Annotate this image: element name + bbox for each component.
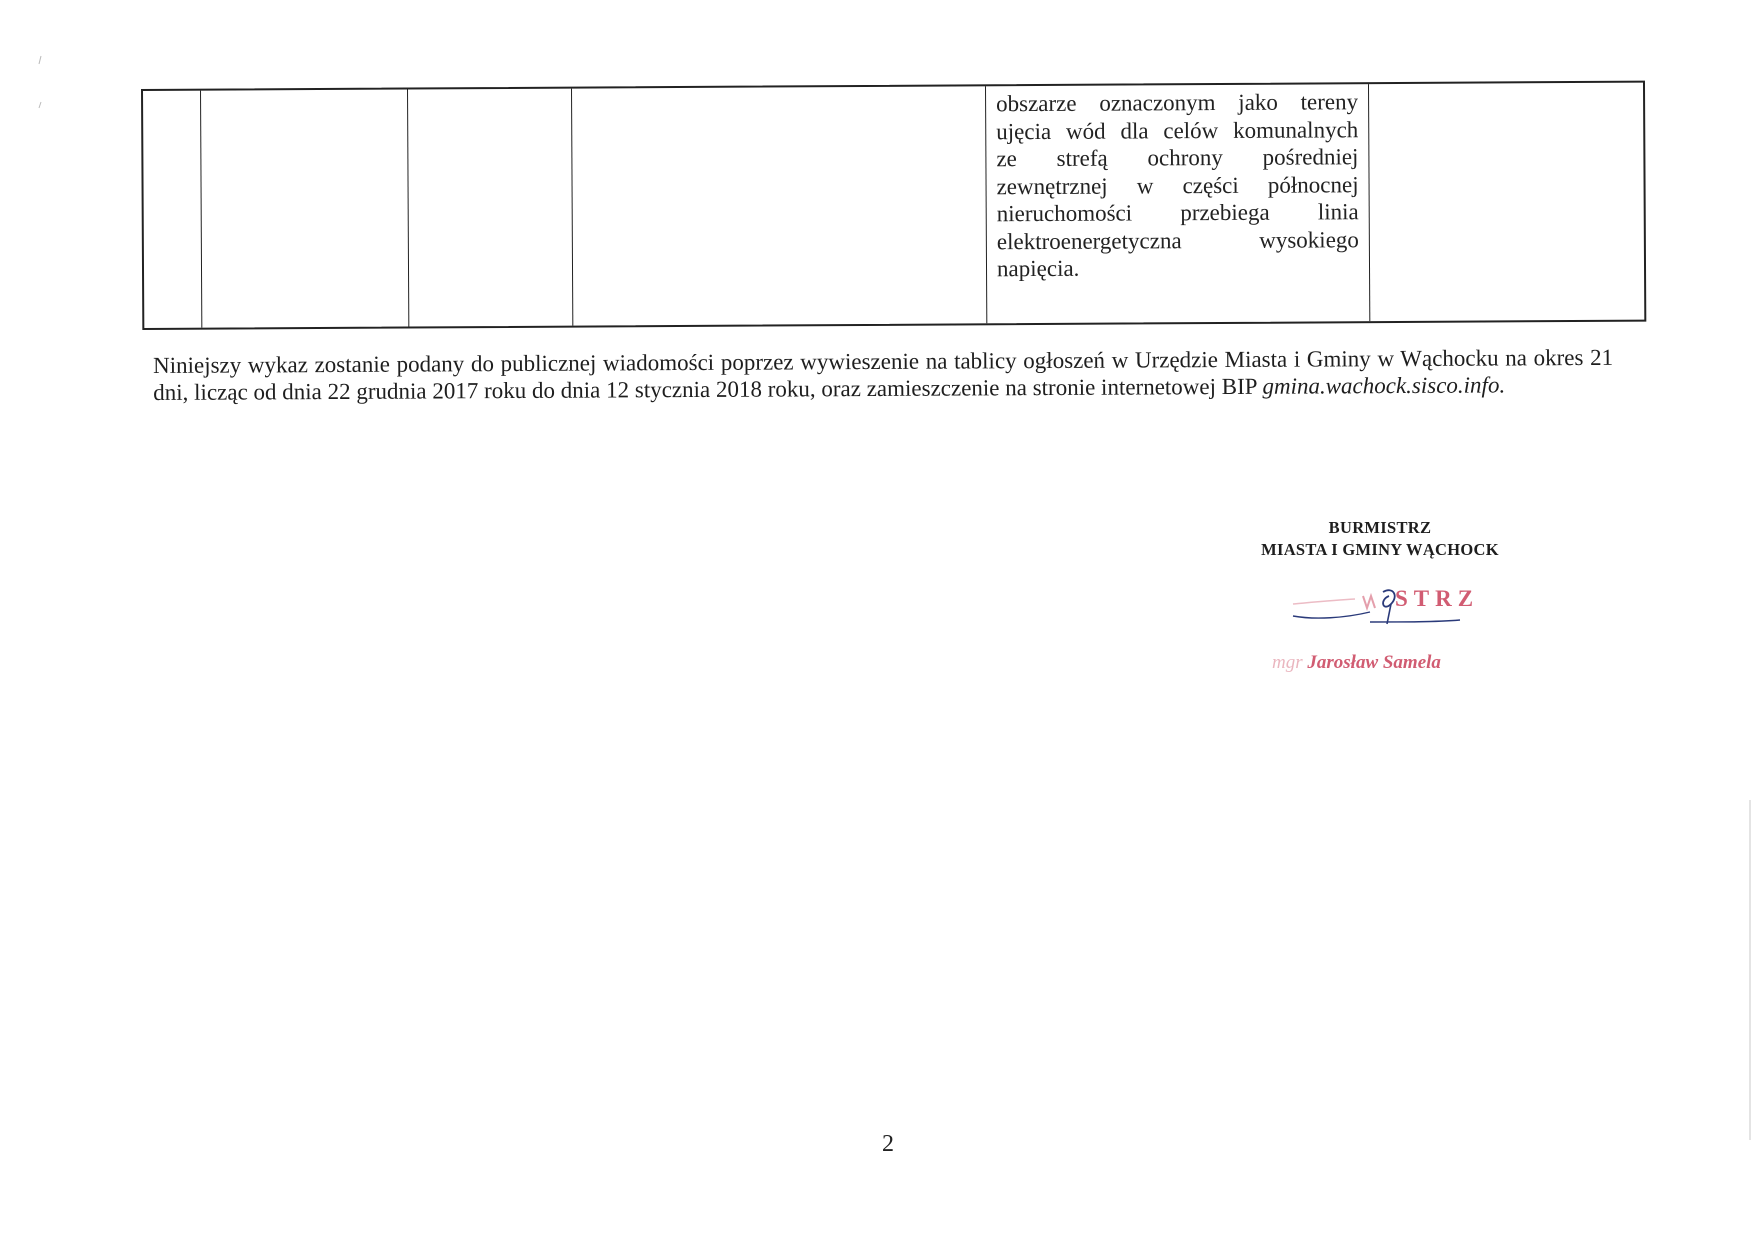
- table-cell-3: [408, 89, 573, 327]
- notice-text: Niniejszy wykaz zostanie podany do publicznej wiadomości poprzez wywieszenie na tablicy ogłoszeń w Urzędzie Miasta i Gminy w Wąchocku na okres 21 dni, licząc od dnia 22 grudnia 2017 roku do dnia 12 stycznia 2018 roku, oraz zamieszczenie na stronie internetowej BIP: [153, 344, 1614, 405]
- bip-website: gmina.wachock.sisco.info.: [1262, 372, 1506, 399]
- table-cell-6: [1369, 83, 1644, 322]
- description-text: [996, 88, 1359, 283]
- signatory-title-line2: MIASTA I GMINY WĄCHOCK: [1261, 540, 1499, 559]
- scan-edge: [1749, 800, 1751, 1140]
- table-continuation: [141, 81, 1646, 330]
- signer-name: Jarosław Samela: [1307, 652, 1441, 673]
- margin-marks: [0, 0, 60, 140]
- signatory-title: [1190, 517, 1570, 561]
- table-cell-4: [572, 86, 987, 325]
- description-line: obszarze oznaczonym jako tereny: [996, 89, 1359, 117]
- signer-prefix: mgr: [1272, 652, 1303, 673]
- description-line: nieruchomości przebiega linia: [996, 199, 1359, 227]
- description-line: napięcia.: [996, 255, 1080, 282]
- signatory-title-line1: BURMISTRZ: [1328, 518, 1432, 537]
- description-line: elektroenergetyczna wysokiego: [996, 226, 1359, 254]
- description-line: ujęcia wód dla celów komunalnych: [996, 116, 1359, 144]
- official-stamp: [1275, 582, 1505, 622]
- page-number: 2: [882, 1131, 894, 1157]
- description-line: ze strefą ochrony pośredniej: [996, 144, 1359, 172]
- signer-stamp: [1272, 652, 1522, 674]
- publication-notice: [153, 344, 1613, 406]
- description-line: zewnętrznej w części północnej: [996, 171, 1359, 199]
- table-cell-number: [143, 91, 202, 328]
- stamp-text: STRZ: [1395, 586, 1480, 611]
- table-cell-2: [201, 90, 409, 328]
- table-cell-description: [986, 84, 1370, 323]
